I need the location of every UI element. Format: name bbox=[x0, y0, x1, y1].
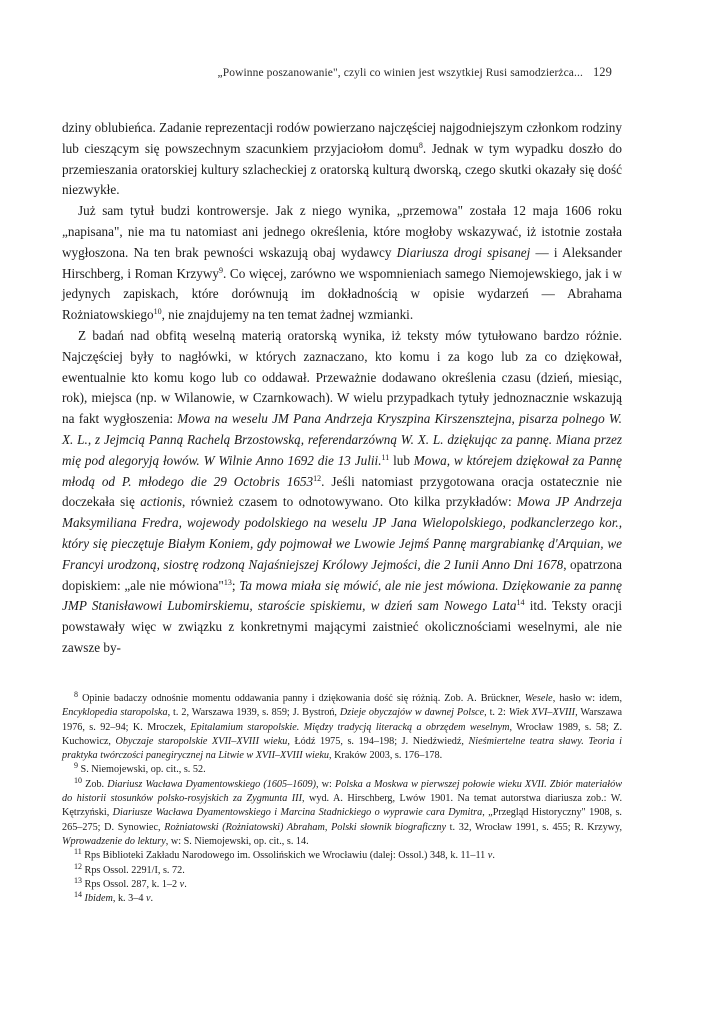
footnote-ref: 12 bbox=[313, 473, 322, 483]
footnote-ref: 9 bbox=[218, 265, 223, 275]
footnote-mark: 9 bbox=[74, 761, 78, 771]
text-run: Rps Ossol. 287, k. 1–2 bbox=[84, 878, 180, 890]
text-run: dziny oblubieńca. Zadanie reprezentacji rodów powierzano najczęściej najgodniejszym członkom rodziny lub cieszącym się powszechnym szacunkiem przyjaciołom domu bbox=[62, 120, 622, 156]
text-run: , Łódź 1975, s. 194–198; J. Niedźwiedź, bbox=[287, 735, 469, 747]
italic-run: Ta mowa miała się mówić, ale nie jest mówiona. Dziękowanie za pannę JMP Stanisławowi Lubomirskiemu, staroście spiskiemu, w dzień sam Nowego Lata bbox=[62, 577, 622, 614]
text-run: t. 32, Wrocław 1991, s. 455; R. Krzywy, bbox=[445, 821, 622, 833]
footnote-ref: 14 bbox=[516, 598, 525, 608]
text-run: itd. Teksty oracji powstawały więc w związku z konkretnymi mającymi zaistnieć okolicznościami weselnymi, ale nie zawsze by- bbox=[62, 598, 622, 655]
footnote-mark: 12 bbox=[74, 861, 82, 871]
text-run: , „Przegląd Historyczny" 1908, s. 265–275; D. Synowiec, bbox=[62, 807, 622, 833]
text-run: S. Niemojewski, op. cit., s. 52. bbox=[80, 764, 206, 776]
text-run: , również czasem to odnotowywano. Oto kilka przykładów: bbox=[182, 494, 518, 510]
main-text bbox=[62, 118, 622, 659]
text-run: . Co więcej, zarówno we wspomnieniach samego Niemojewskiego, jak i w jedynych zapiskach, które dorównują im dokładnością w opisie wydarzeń — Abrahama Rożniatowskiego bbox=[62, 265, 623, 323]
text-run: , w: S. Niemojewski, op. cit., s. 14. bbox=[165, 835, 309, 847]
text-run: Zob. bbox=[85, 778, 108, 790]
italic-run: Diariusze Wacława Dyamentowskiego i Marcina Stadnickiego o wyprawie cara Dymitra bbox=[112, 807, 483, 819]
page-number: 129 bbox=[592, 65, 612, 79]
footnote bbox=[62, 892, 622, 906]
text-run: , Wrocław 1989, s. 58; Z. Kuchowicz, bbox=[62, 721, 622, 747]
italic-run: Wiek XVI–XVIII bbox=[508, 707, 576, 719]
text-run: , nie znajdujemy na ten temat żadnej wzmianki. bbox=[161, 307, 414, 323]
footnote bbox=[62, 849, 622, 863]
text-run: , Kraków 2003, s. 176–178. bbox=[328, 750, 443, 762]
paragraph bbox=[62, 326, 622, 659]
italic-run: Mowa, w którejem dziękował za Pannę młodą od P. młodego die 29 Octobris 1653 bbox=[62, 452, 623, 489]
text-run: . Jeśli natomiast przygotowana oracja ostatecznie nie doczekała się bbox=[62, 473, 622, 510]
paragraph bbox=[62, 201, 622, 326]
italic-run: Dzieje obyczajów w dawnej Polsce bbox=[339, 707, 485, 719]
text-run: , hasło w: idem, bbox=[552, 693, 623, 704]
text-run: . bbox=[492, 850, 495, 862]
text-run: Opinie badaczy odnośnie momentu oddawania panny i dziękowania dość się różnią. Zob. A. Brückner, bbox=[82, 693, 525, 704]
text-run: , t. 2, Warszawa 1939, s. 859; J. Bystroń, bbox=[167, 707, 340, 719]
text-run: Już sam tytuł budzi kontrowersje. Jak z niego wynika, „przemowa" została 12 maja 1606 roku „napisana", nie ma tu natomiast ani jednego określenia, które mogłoby wskazywać, iż istotnie została wygłoszona. Na ten brak pewności wskazują obaj wydawcy bbox=[62, 203, 622, 260]
italic-run: Nieśmiertelne teatra sławy. Teoria i praktyka twórczości panegirycznej na Litwie w XVII–XVIII wieku bbox=[62, 735, 623, 762]
italic-run: Epitalamium staropolskie. Między tradycją literacką a obrzędem weselnym bbox=[190, 721, 510, 733]
text-run: Rps Ossol. 2291/I, s. 72. bbox=[84, 864, 185, 876]
text-run: . bbox=[184, 878, 187, 890]
footnote-ref: 8 bbox=[418, 140, 423, 150]
footnote bbox=[62, 861, 622, 878]
footnote-ref: 10 bbox=[153, 307, 162, 317]
text-run: , k. 3–4 bbox=[112, 893, 146, 905]
footnotes bbox=[62, 692, 622, 906]
paragraph bbox=[62, 118, 622, 201]
footnote-mark: 11 bbox=[74, 847, 82, 857]
running-head bbox=[218, 65, 612, 80]
text-run: , bbox=[324, 821, 332, 833]
text-run: , t. 2: bbox=[484, 707, 509, 719]
footnote bbox=[62, 692, 622, 763]
text-run: Z badań nad obfitą weselną materią oratorską wynika, iż teksty mów tytułowano bardzo różnie. Najczęściej były to nagłówki, w których zaznaczano, kto komu i za kogo lub za co dziękował, ewentualnie kto komu kogo lub co oddawał. Przeważnie dodawano określenia czasu (dzień, miesiąc, rok), miejsca (np. w Wilanowie, w Czarnkowach). W wielu przypadkach tytuły jednoznacznie wskazują na fakt wygłoszenia: bbox=[62, 327, 622, 427]
italic-run: Wesele bbox=[524, 693, 553, 704]
italic-run: Mowa JP Andrzeja Maksymiliana Fredra, wojewody podolskiego na weselu JP Jana Wielopolskiego, podkanclerzego kor., który się pieczętuje Białym Koniem, gdy pojmował we Lwowie Jejmś Pannę margrabiankę d'Arquian, we Francyi urodzoną, siostrę rodzoną Najaśniejszej Królowy Jejmości, die 2 Iunii Anno Dni 1678 bbox=[62, 494, 622, 572]
italic-run: Obyczaje staropolskie XVII–XVIII wieku bbox=[115, 735, 288, 747]
text-run: Rps Biblioteki Zakładu Narodowego im. Ossolińskich we Wrocławiu (dalej: Ossol.) 348, k. 11–11 bbox=[84, 850, 488, 862]
footnote-mark: 8 bbox=[74, 690, 78, 699]
italic-run: Polski słownik biograficzny bbox=[331, 821, 446, 833]
italic-run: Polska a Moskwa w pierwszej połowie wieku XVII. Zbiór materiałów do historii stosunków polsko-rosyjskich za Zygmunta III bbox=[62, 778, 622, 805]
italic-run: v bbox=[179, 878, 185, 890]
footnote-mark: 14 bbox=[74, 890, 82, 900]
footnote bbox=[62, 763, 622, 777]
text-run: , w: bbox=[315, 778, 335, 790]
text-run: lub bbox=[389, 452, 414, 468]
running-title: „Powinne poszanowanie", czyli co winien jest wszytkiej Rusi samodzierżca... bbox=[217, 67, 583, 79]
footnote bbox=[62, 775, 622, 849]
text-run: — i Aleksander Hirschberg, i Roman Krzywy bbox=[62, 244, 623, 281]
text-run: , Warszawa 1976, s. 92–94; K. Mroczek, bbox=[62, 707, 622, 733]
italic-run: actionis bbox=[140, 494, 183, 510]
italic-run: Mowa na weselu JM Pana Andrzeja Kryszpina Kirszensztejna, pisarza polnego W. X. L., z Jejmcią Panną Rachelą Brzostowską, referendarzówną W. X. L. dziękując za pannę. Miana przez mię pod alegoryją łowów. W Wilnie Anno 1692 die 13 Julii. bbox=[62, 411, 622, 468]
italic-run: Rożniatowski (Rożniatowski) Abraham bbox=[164, 821, 325, 833]
text-run: . bbox=[150, 893, 154, 905]
page-header bbox=[0, 0, 702, 90]
text-run: , wyd. A. Hirschberg, Lwów 1901. Na temat autorstwa diariusza zob.: W. Kętrzyński, bbox=[62, 793, 622, 819]
italic-run: v bbox=[145, 893, 151, 905]
footnote-ref: 11 bbox=[381, 452, 390, 462]
italic-run: Diariusza drogi spisanej bbox=[396, 244, 531, 260]
footnote bbox=[62, 875, 622, 892]
italic-run: Encyklopedia staropolska bbox=[62, 707, 168, 719]
italic-run: Wprowadzenie do lektury bbox=[62, 835, 166, 847]
footnote-mark: 13 bbox=[74, 875, 82, 885]
footnote-ref: 13 bbox=[223, 577, 232, 587]
text-run: ; bbox=[231, 577, 240, 593]
text-run: , opatrzona dopiskiem: „ale nie mówiona" bbox=[62, 556, 623, 593]
footnote-mark: 10 bbox=[74, 775, 82, 785]
italic-run: v bbox=[487, 850, 493, 862]
italic-run: Ibidem bbox=[84, 893, 113, 905]
italic-run: Diariusz Wacława Dyamentowskiego (1605–1609) bbox=[107, 778, 316, 790]
text-run: . Jednak w tym wypadku doszło do przemieszania oratorskiej kultury szlacheckiej z oratorską kulturą dworską, czego skutki okazały się dość niezwykłe. bbox=[62, 140, 623, 198]
